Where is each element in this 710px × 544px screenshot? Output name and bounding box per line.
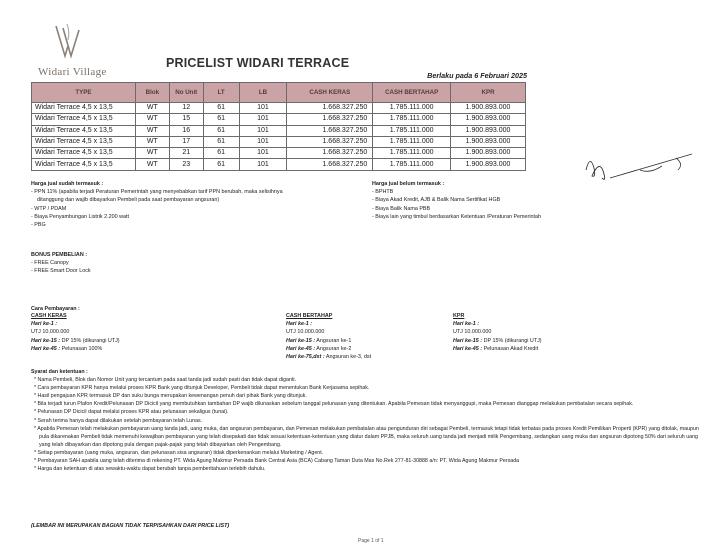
excluded-title: Harga jual belum termasuk : (372, 181, 445, 187)
cell-type: Widari Terrace 4,5 x 13,5 (32, 114, 136, 125)
included-title: Harga jual sudah termasuk : (31, 181, 104, 187)
col-header-no-unit: No Unit (169, 83, 203, 103)
cell-lt: 61 (203, 136, 239, 147)
excluded-item: - BPHTB (372, 189, 394, 196)
cell-kpr: 1.900.893.000 (451, 125, 526, 136)
terms-item: * Apabila Pemesan telah melakukan pembayaran uang tanda jadi, uang muka, dan angsuran pembayaran, dan Pemesan melakukan pembatalan atau pengunduran diri sebagai Pembeli, termasuk tetapi tidak terbatas pada proses Kredit Pemilikan Properti (KPR) yang ditolak, maupun pula dikarenakan Pembeli tidak memenuhi kewajiban pembayaran yang telah disepakati dan tidak sesuai ketentuan-ketentuan yang diatur dalam PPJB, maka seluruh uang tanda jadi menjadi milik Pengembang, sedangkan uang muka dan angsuran dipotong 50% dari seluruh uang yang telah dibayarkan dan dipotong pula dengan pajak-pajak yang telah dibayarkan oleh Pengembang. (34, 425, 699, 448)
excluded-item: - Biaya Balik Nama PBB (372, 205, 431, 212)
payment-cash-bertahap (286, 312, 446, 361)
cell-blok: WT (135, 103, 169, 114)
bonus-section (31, 251, 231, 276)
cell-kpr: 1.900.893.000 (451, 148, 526, 159)
cell-lt: 61 (203, 148, 239, 159)
cell-no-unit: 17 (169, 136, 203, 147)
payment-day-value: Angsuran ke-2 (315, 345, 352, 352)
cell-cash-keras: 1.668.327.250 (287, 159, 373, 170)
payment-day-label: Hari ke-15 : (286, 337, 316, 344)
cell-blok: WT (135, 125, 169, 136)
cash-bertahap-title: CASH BERTAHAP (286, 313, 333, 319)
payment-day-value: UTJ 10.000.000 (286, 329, 325, 336)
excluded-item: - Biaya Akad Kredit, AJB & Balik Nama Sertifikat HGB (372, 197, 501, 204)
cell-lt: 61 (203, 159, 239, 170)
bonus-item: - FREE Smart Door Lock (31, 268, 91, 275)
terms-item: * Pelunasan DP Dicicil dapat melalui proses KPR atau pelunasan sekaligus (tunai). (34, 409, 229, 416)
cell-cash-keras: 1.668.327.250 (287, 114, 373, 125)
col-header-blok: Blok (135, 83, 169, 103)
cell-no-unit: 16 (169, 125, 203, 136)
payment-day-label: Hari ke-15 : (453, 337, 483, 344)
excluded-item: - Biaya lain yang timbul berdasarkan Ketentuan /Peraturan Pemerintah (372, 213, 542, 220)
terms-section (31, 368, 703, 473)
terms-item: * Harga dan ketentuan di atas sewaktu-waktu dapat berubah tanpa pemberitahuan terlebih dahulu. (34, 466, 266, 473)
col-header-cash-bertahap: CASH BERTAHAP (373, 83, 451, 103)
included-item: - PBG (31, 222, 46, 229)
cell-cash-bertahap: 1.785.111.000 (373, 103, 451, 114)
terms-item: * Nama Pembeli, Blok dan Nomor Unit yang tercantum pada saat tanda jadi sudah pasti dan tidak dapat diganti. (34, 377, 297, 384)
payment-day-value: Angsuran ke-1 (315, 337, 352, 344)
included-item: ditanggung dan wajib dibayarkan Pembeli pada saat pembayaran angsuran) (37, 197, 220, 204)
payment-day-label: Hari ke-15 : (31, 337, 61, 344)
cell-no-unit: 21 (169, 148, 203, 159)
cell-no-unit: 23 (169, 159, 203, 170)
kpr-title: KPR (453, 313, 465, 319)
cell-blok: WT (135, 159, 169, 170)
cell-cash-bertahap: 1.785.111.000 (373, 136, 451, 147)
cell-blok: WT (135, 136, 169, 147)
cell-type: Widari Terrace 4,5 x 13,5 (32, 148, 136, 159)
payment-kpr (453, 312, 653, 353)
terms-item: * Serah terima hanya dapat dilakukan setelah pembayaran telah Lunas. (34, 417, 203, 424)
terms-item: * Pembayaran SAH apabila uang telah diterima di rekening PT. Wida Agung Makmur Persada Bank Central Asia (BCA) Cabang Taman Duta Mas No.Rek 277-81-30888 a/n: PT. Wida Agung Makmur Persada (34, 458, 520, 465)
cell-lb: 101 (239, 136, 287, 147)
cell-kpr: 1.900.893.000 (451, 114, 526, 125)
payment-day-value: Pelunasan 100% (60, 345, 103, 352)
payment-day-value: UTJ 10.000.000 (31, 329, 70, 336)
cash-keras-title: CASH KERAS (31, 313, 67, 319)
price-table (31, 82, 526, 171)
payment-day-label: Hari ke-1 : (286, 321, 313, 328)
cell-lt: 61 (203, 114, 239, 125)
cell-cash-bertahap: 1.785.111.000 (373, 148, 451, 159)
payment-day-label: Hari ke-45 : (31, 345, 61, 352)
payment-title-text: Cara Pembayaran : (31, 306, 80, 312)
cell-kpr: 1.900.893.000 (451, 136, 526, 147)
cell-blok: WT (135, 114, 169, 125)
table-row (32, 103, 526, 114)
cell-no-unit: 15 (169, 114, 203, 125)
terms-title: Syarat dan ketentuan : (31, 369, 88, 375)
payment-day-label: Hari ke-45 : (453, 345, 483, 352)
page-number: Page 1 of 1 (358, 538, 384, 544)
payment-day-value: Pelunasan Akad Kredit (482, 345, 539, 352)
cell-no-unit: 12 (169, 103, 203, 114)
logo-text: Widari Village (38, 66, 107, 78)
cell-lb: 101 (239, 159, 287, 170)
widari-logo-icon (52, 22, 82, 64)
col-header-kpr: KPR (451, 83, 526, 103)
footer-note: (LEMBAR INI MERUPAKAN BAGIAN TIDAK TERPISAHKAN DARI PRICE LIST) (31, 523, 230, 529)
cell-lb: 101 (239, 103, 287, 114)
payment-day-value: DP 15% (dikurangi UTJ) (482, 337, 542, 344)
cell-cash-keras: 1.668.327.250 (287, 136, 373, 147)
cell-cash-bertahap: 1.785.111.000 (373, 125, 451, 136)
table-header-row (32, 83, 526, 103)
terms-item: * Bila terjadi turun Plafon Kredit/Pelunasan DP Dicicil yang membutuhkan tambahan DP wajib dilunaskan sebelum tanggal pelunasan yang ditentukan. Apabila Pemesan tidak menyanggupi, maka Pemesan dianggap melakukan pembatalan secara sepihak. (34, 401, 634, 408)
included-item: - WTP / PDAM (31, 205, 67, 212)
col-header-lt: LT (203, 83, 239, 103)
cell-type: Widari Terrace 4,5 x 13,5 (32, 159, 136, 170)
cell-kpr: 1.900.893.000 (451, 103, 526, 114)
cell-cash-keras: 1.668.327.250 (287, 148, 373, 159)
terms-item: * Cara pembayaran KPR hanya melalui proses KPR Bank yang ditunjuk Developer, Pembeli tidak dapat menentukan Bank Kerjasama sepihak. (34, 385, 370, 392)
payment-day-label: Hari ke-75,dst : (286, 354, 325, 361)
included-section (31, 180, 371, 229)
excluded-section (372, 180, 672, 221)
cell-type: Widari Terrace 4,5 x 13,5 (32, 136, 136, 147)
cell-cash-bertahap: 1.785.111.000 (373, 159, 451, 170)
cell-lb: 101 (239, 148, 287, 159)
page-title: PRICELIST WIDARI TERRACE (166, 56, 350, 70)
table-row (32, 159, 526, 170)
included-item: - PPN 11% (apabila terjadi Peraturan Pemerintah yang menyebabkan tarif PPN berubah, maka selisihnya (31, 189, 283, 196)
payment-cash-keras (31, 312, 251, 353)
terms-item: * Setiap pembayaran (uang muka, angsuran, dan pelunasan sisa angsuran) tidak diperkenankan melalui Marketing / Agent. (34, 449, 324, 456)
cell-type: Widari Terrace 4,5 x 13,5 (32, 125, 136, 136)
cell-blok: WT (135, 148, 169, 159)
bonus-item: - FREE Canopy (31, 260, 69, 267)
bonus-title: BONUS PEMBELIAN : (31, 252, 88, 258)
cell-type: Widari Terrace 4,5 x 13,5 (32, 103, 136, 114)
cell-cash-keras: 1.668.327.250 (287, 125, 373, 136)
cell-lt: 61 (203, 103, 239, 114)
effective-date: Berlaku pada 6 Februari 2025 (427, 71, 527, 80)
col-header-cash-keras: CASH KERAS (287, 83, 373, 103)
terms-item: * Hasil pengajuan KPR termasuk DP dan suku bunga merupakan kewenangan penuh dari pihak Bank yang ditunjuk. (34, 393, 307, 400)
cell-cash-bertahap: 1.785.111.000 (373, 114, 451, 125)
payment-day-label: Hari ke-1 : (453, 321, 480, 328)
cell-lb: 101 (239, 125, 287, 136)
table-row (32, 148, 526, 159)
table-row (32, 125, 526, 136)
included-item: - Biaya Penyambungan Listrik 2.200 watt (31, 213, 129, 220)
payment-day-value: DP 15% (dikurangi UTJ) (60, 337, 120, 344)
payment-day-value: UTJ 10.000.000 (453, 329, 492, 336)
col-header-lb: LB (239, 83, 287, 103)
table-row (32, 114, 526, 125)
col-header-type: TYPE (32, 83, 136, 103)
payment-day-label: Hari ke-1 : (31, 321, 58, 328)
cell-lt: 61 (203, 125, 239, 136)
table-row (32, 136, 526, 147)
cell-kpr: 1.900.893.000 (451, 159, 526, 170)
cell-cash-keras: 1.668.327.250 (287, 103, 373, 114)
cell-lb: 101 (239, 114, 287, 125)
payment-day-value: Angsuran ke-3, dst (324, 354, 372, 361)
payment-day-label: Hari ke-45 : (286, 345, 316, 352)
